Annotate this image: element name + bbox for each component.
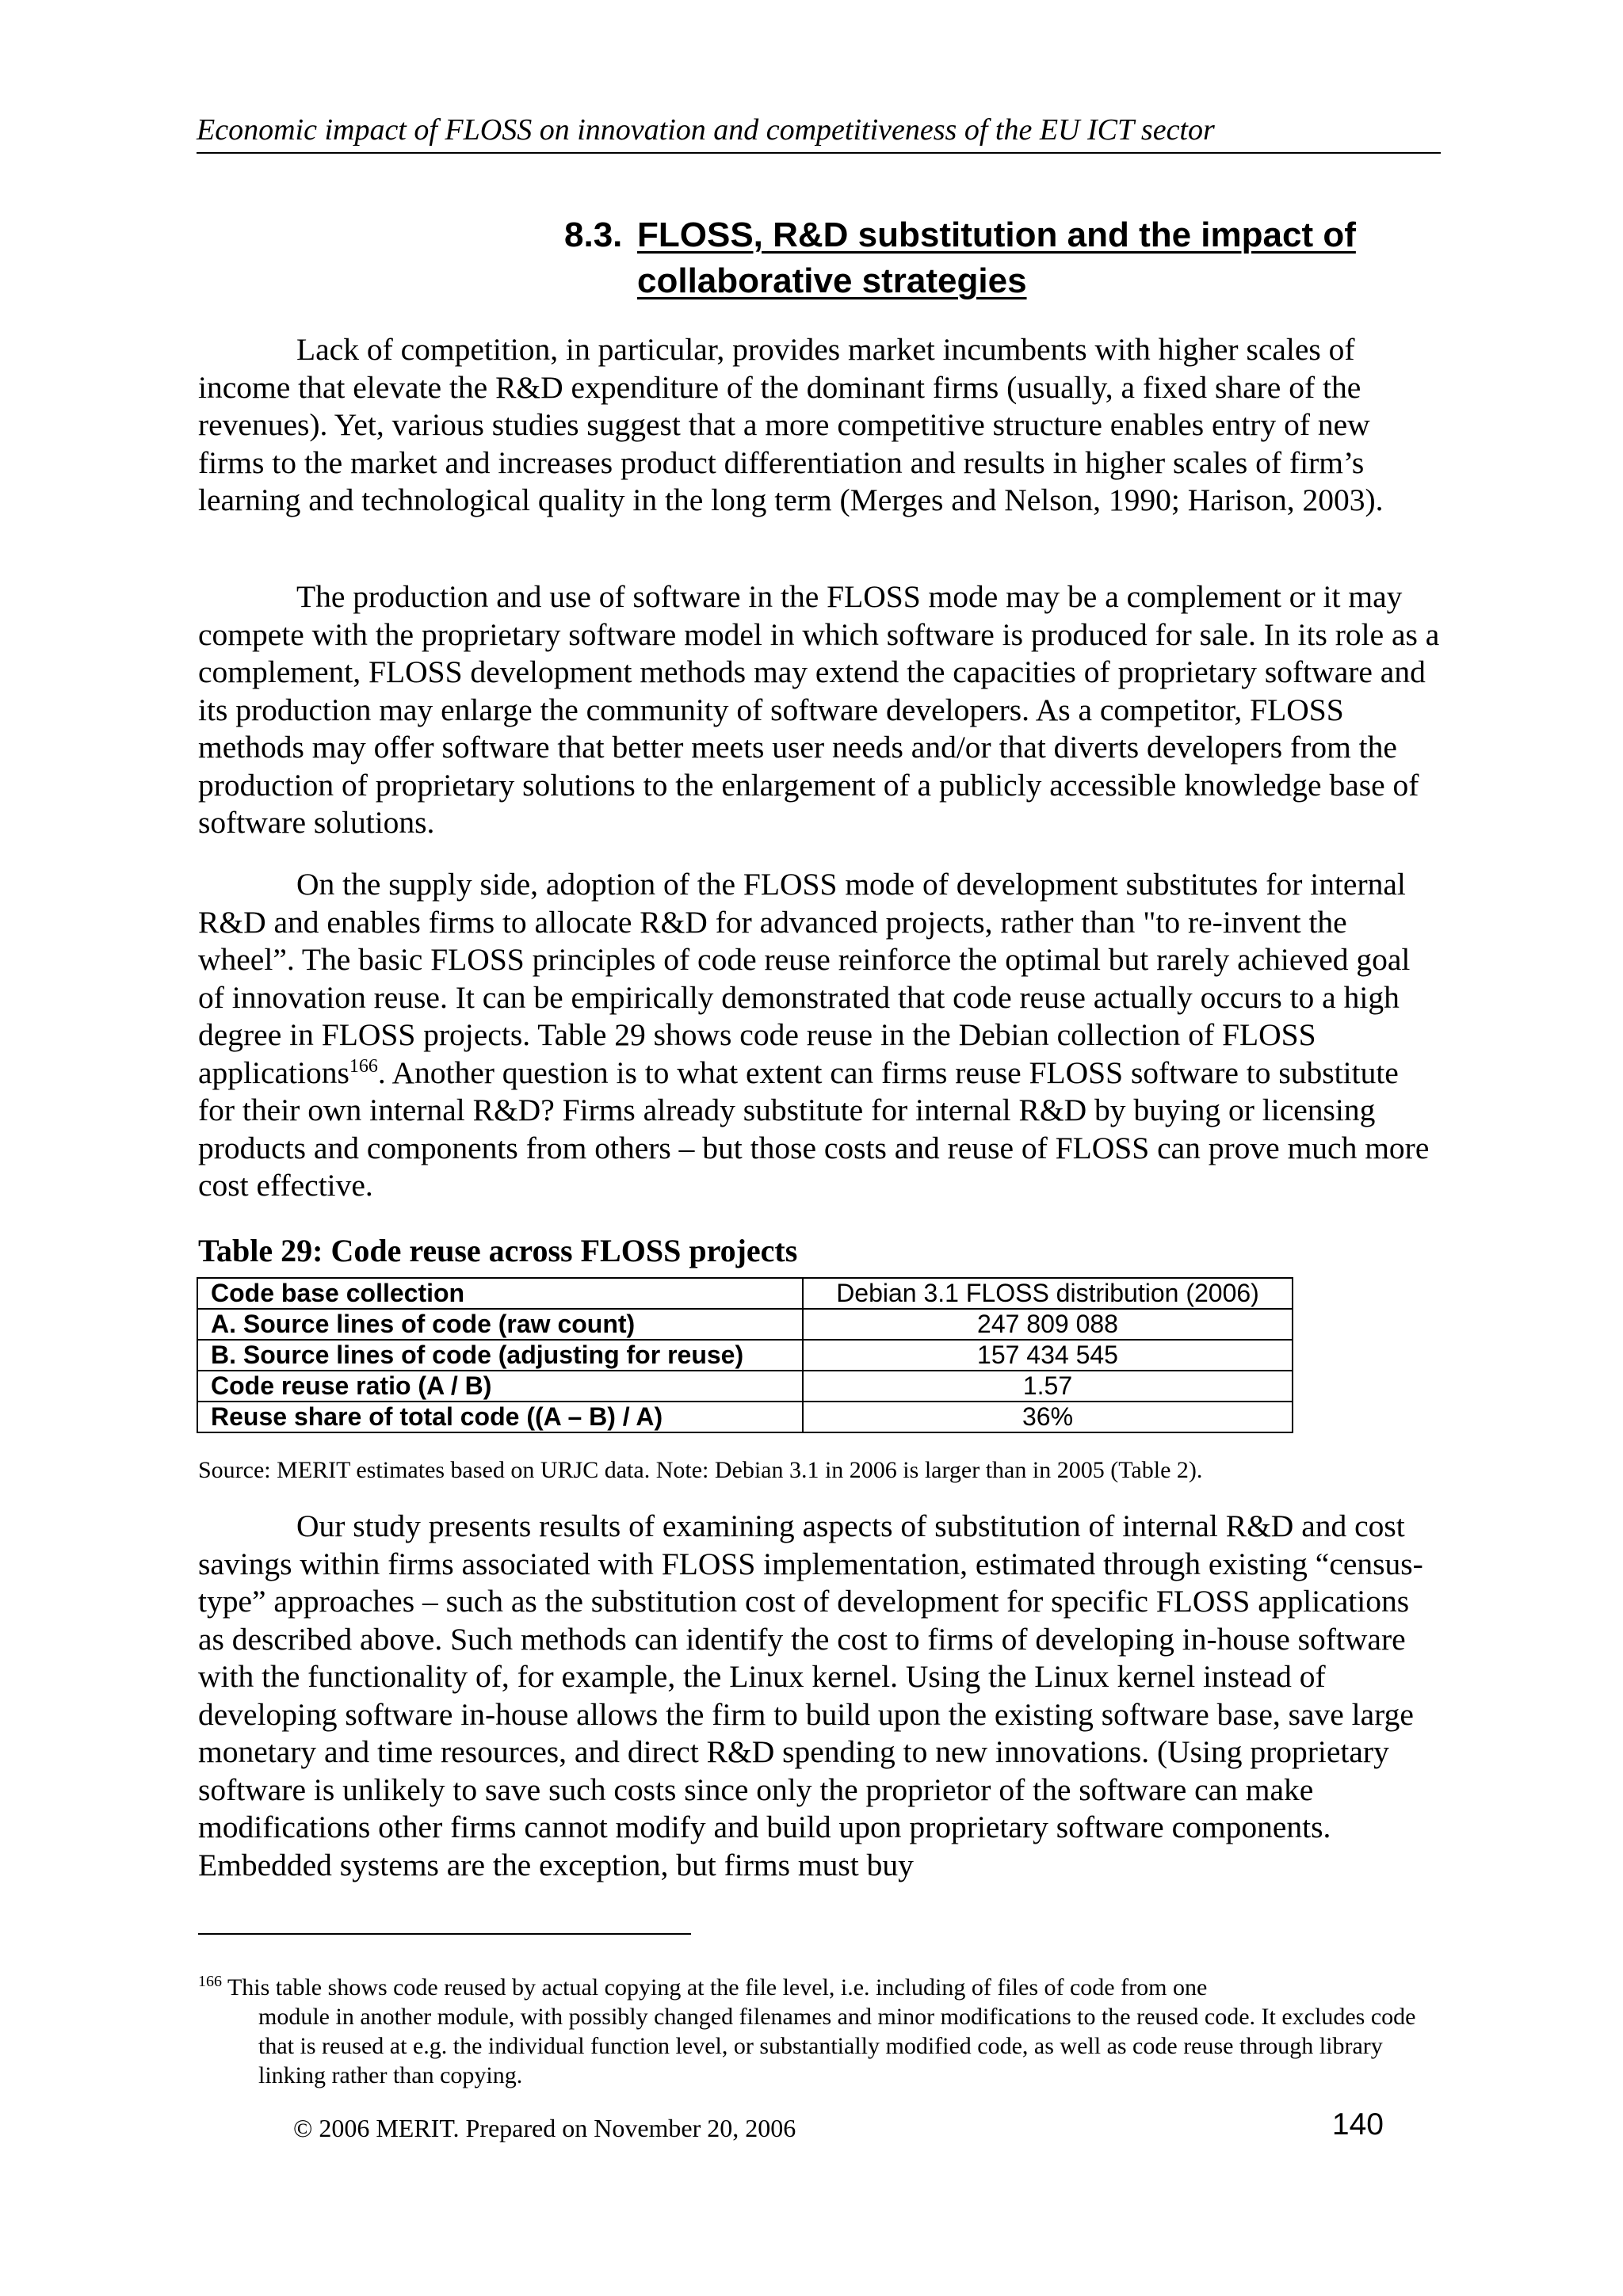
- footnote-line-1: This table shows code reused by actual copying at the file level, i.e. including of files of code from one: [227, 1974, 1208, 2000]
- table-title: Table 29: Code reuse across FLOSS projects: [198, 1233, 798, 1268]
- table-cell-value: 247 809 088: [803, 1309, 1293, 1340]
- table-cell-label: Code base collection: [197, 1278, 803, 1309]
- table-row: [197, 1278, 1293, 1309]
- table-cell-value: 1.57: [803, 1371, 1293, 1402]
- table-row: [197, 1309, 1293, 1340]
- body-paragraph-4: Our study presents results of examining aspects of substitution of internal R&D and cost savings within firms associated with FLOSS implementation, estimated through existing “census-type” approaches – such as the substitution cost of development for specific FLOSS applications as described above. Such methods can identify the cost to firms of developing in-house software with the functionality of, for example, the Linux kernel. Using the Linux kernel instead of developing software in-house allows the firm to build upon the existing software base, save large monetary and time resources, and direct R&D spending to new innovations. (Using proprietary software is unlikely to save such costs since only the proprietor of the software can make modifications other firms cannot modify and build upon proprietary software components. Embedded systems are the exception, but firms must buy: [198, 1508, 1423, 1882]
- body-paragraph-3-block: [198, 866, 1441, 1219]
- table-cell-label: B. Source lines of code (adjusting for reuse): [197, 1340, 803, 1371]
- section-title-line-2: collaborative strategies: [637, 261, 1027, 300]
- running-header: Economic impact of FLOSS on innovation and competitiveness of the EU ICT sector: [197, 109, 1441, 154]
- table-cell-label: Reuse share of total code ((A – B) / A): [197, 1402, 803, 1432]
- table-cell-value: 36%: [803, 1402, 1293, 1432]
- page-number: 140: [1331, 2107, 1384, 2142]
- table-row: [197, 1340, 1293, 1371]
- section-heading: [564, 212, 1452, 304]
- table-cell-value: 157 434 545: [803, 1340, 1293, 1371]
- table-row: [197, 1402, 1293, 1432]
- footnote-number: 166: [198, 1973, 222, 1990]
- footnote-continuation: module in another module, with possibly changed filenames and minor modifications to the reused code. It excludes code that is reused at e.g. the individual function level, or substantially modified code, as well as code reuse through library linking rather than copying.: [258, 2004, 1416, 2088]
- table-cell-label: A. Source lines of code (raw count): [197, 1309, 803, 1340]
- table-cell-label: Code reuse ratio (A / B): [197, 1371, 803, 1402]
- code-reuse-table: [197, 1277, 1293, 1433]
- copyright-notice: © 2006 MERIT. Prepared on November 20, 2006: [293, 2114, 796, 2142]
- body-paragraph-4-block: [198, 1508, 1441, 1898]
- page-footer: [293, 2107, 1384, 2147]
- section-title-line-1: FLOSS, R&D substitution and the impact of: [637, 215, 1356, 254]
- body-paragraph-3: [198, 866, 1441, 1205]
- table-row: [197, 1371, 1293, 1402]
- footnote-separator: [198, 1933, 691, 1935]
- body-paragraph-2: The production and use of software in the FLOSS mode may be a complement or it may compete with the proprietary software model in which software is produced for sale. In its role as a complement, FLOSS development methods may extend the capacities of proprietary software and its production may enlarge the community of software developers. As a competitor, FLOSS methods may offer software that better meets user needs and/or that diverts developers from the production of proprietary solutions to the enlargement of a publicly accessible knowledge base of software solutions.: [198, 579, 1440, 840]
- paragraph-3-part-a: On the supply side, adoption of the FLOSS mode of development substitutes for internal R&D and enables firms to allocate R&D for advanced projects, rather than "to re-invent the wheel”. The basic FLOSS principles of code reuse reinforce the optimal but rarely achieved goal of innovation reuse. It can be empirically demonstrated that code reuse actually occurs to a high degree in FLOSS projects. Table 29 shows code reuse in the Debian collection of FLOSS applications: [198, 867, 1411, 1090]
- paragraph-3-part-b: . Another question is to what extent can firms reuse FLOSS software to substitute for their own internal R&D? Firms already substitute for internal R&D by buying or licensing products and components from others – but those costs and reuse of FLOSS can prove much more cost effective.: [198, 1055, 1430, 1203]
- body-paragraph-1: Lack of competition, in particular, provides market incumbents with higher scales of income that elevate the R&D expenditure of the dominant firms (usually, a fixed share of the revenues). Yet, various studies suggest that a more competitive structure enables entry of new firms to the market and increases product differentiation and results in higher scales of firm’s learning and technological quality in the long term (Merges and Nelson, 1990; Harison, 2003).: [198, 332, 1384, 517]
- footnote: [198, 1973, 1442, 2090]
- body-paragraph-2-block: [198, 578, 1441, 856]
- footnote-reference[interactable]: 166: [349, 1055, 378, 1077]
- table-cell-value: Debian 3.1 FLOSS distribution (2006): [803, 1278, 1293, 1309]
- table-source-note: Source: MERIT estimates based on URJC data. Note: Debian 3.1 in 2006 is larger than in 2005 (Table 2).: [198, 1457, 1203, 1483]
- section-number: 8.3.: [564, 215, 623, 254]
- body-paragraph-1-block: [198, 331, 1441, 534]
